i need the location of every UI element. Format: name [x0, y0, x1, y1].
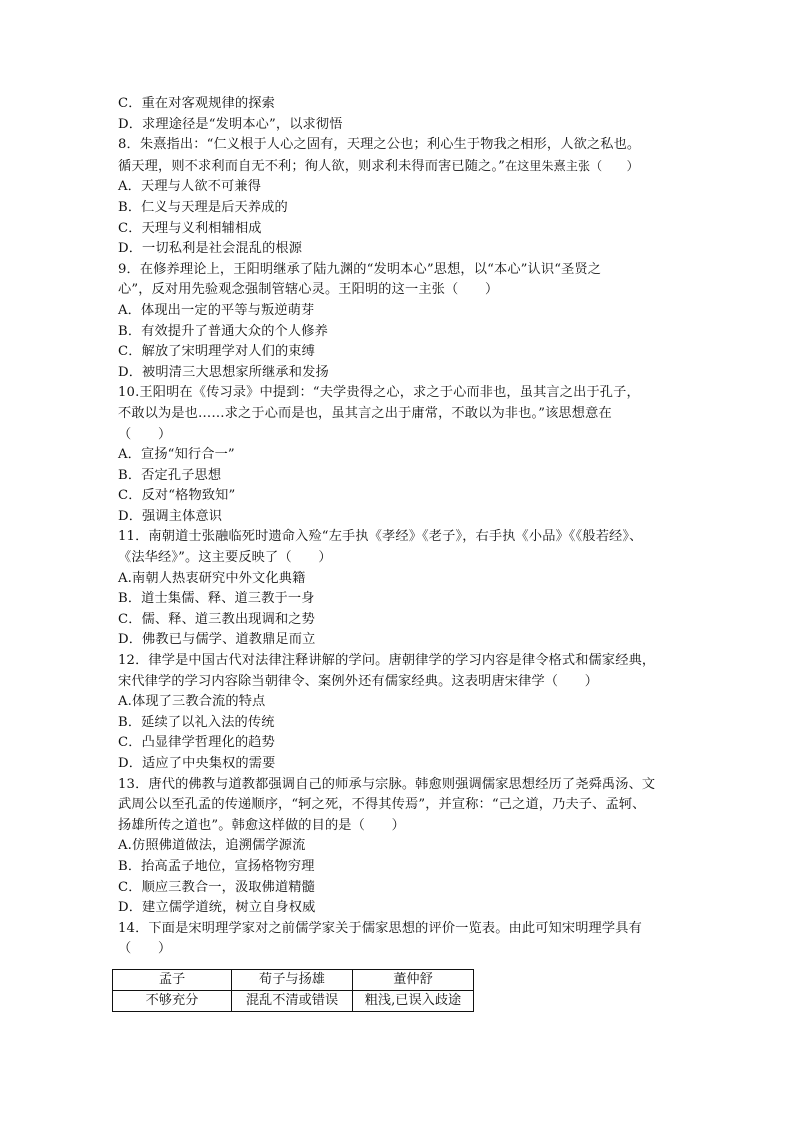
table-header-cell: 荀子与扬雄: [232, 970, 353, 991]
option-d: D．适应了中央集权的需要: [118, 756, 276, 771]
option-c: C．天理与义利相辅相成: [118, 220, 262, 236]
question-8-stem: [118, 156, 688, 178]
table-header-cell: 孟子: [113, 970, 232, 991]
option-a: A．天理与人欲不可兼得: [118, 179, 262, 195]
option-d: D．被明清三大思想家所继承和发扬: [118, 364, 329, 380]
question-12-stem: 12．律学是中国古代对法律注释讲解的学问。唐朝律学的学习内容是律令格式和儒家经典，: [118, 653, 656, 669]
option-a: A.南朝人热衷研究中外文化典籍: [118, 570, 306, 586]
option-b: B．抬高孟子地位，宣扬格物穷理: [118, 858, 315, 874]
question-10-blank: （ ）: [118, 426, 172, 442]
table-cell: 粗浅,已误入歧途: [353, 991, 474, 1012]
option-c: C．儒、释、道三教出现调和之势: [118, 611, 315, 627]
question-10-stem: 10.王阳明在《传习录》中提到：“夫学贵得之心，求之于心而非也，虽其言之出于孔子，: [118, 385, 640, 401]
option-b: B．道士集儒、释、道三教于一身: [118, 591, 315, 607]
question-13-stem: 扬雄所传之道也”。韩愈这样做的目的是（ ）: [118, 817, 405, 833]
question-12-stem: 宋代律学的学习内容除当朝律令、案例外还有儒家经典。这表明唐宋律学（ ）: [118, 673, 599, 689]
option-d: D．强调主体意识: [118, 508, 223, 524]
option-a: A.仿照佛道做法，追溯儒学源流: [118, 838, 306, 854]
option-b: B．延续了以礼入法的传统: [118, 714, 275, 730]
option-b: B．有效提升了普通大众的个人修养: [118, 323, 328, 339]
question-13-stem: 13．唐代的佛教与道教都强调自己的师承与宗脉。韩愈则强调儒家思想经历了尧舜禹汤、文: [118, 776, 656, 792]
option-d: D．一切私利是社会混乱的根源: [118, 241, 303, 257]
question-9-stem: 心”，反对用先验观念强制管辖心灵。王阳明的这一主张（ ）: [118, 282, 499, 298]
question-8-prompt: 在这里朱熹主张（ ）: [505, 158, 639, 173]
option-c: C．解放了宋明理学对人们的束缚: [118, 344, 315, 360]
option-c: C．反对“格物致知”: [118, 488, 236, 504]
question-14-stem: 14．下面是宋明理学家对之前儒学家关于儒家思想的评价一览表。由此可知宋明理学具有: [118, 920, 642, 936]
table-cell: 不够充分: [113, 991, 232, 1012]
question-11-stem: 《法华经》”。这主要反映了（ ）: [118, 550, 332, 566]
question-10-stem: 不敢以为是也……求之于心而是也，虽其言之出于庸常，不敢以为非也。”该思想意在: [118, 405, 612, 421]
option-d: D．建立儒学道统，树立自身权威: [118, 900, 316, 916]
document-body: [118, 94, 688, 960]
text-line: D．求理途径是“发明本心”，以求彻悟: [118, 116, 343, 132]
evaluation-table: [112, 969, 474, 1012]
option-a: A.体现了三教合流的特点: [118, 694, 266, 710]
question-9-stem: 9．在修养理论上，王阳明继承了陆九渊的“发明本心”思想，以“本心”认识“圣贤之: [118, 261, 602, 277]
option-d: D．佛教已与儒学、道教鼎足而立: [118, 632, 316, 648]
option-a: A．体现出一定的平等与叛逆萌芽: [118, 302, 315, 318]
question-11-stem: 11．南朝道士张融临死时遗命入殓“左手执《孝经》《老子》，右手执《小品》《《般若经》、: [118, 529, 643, 545]
question-8-stem: 8．朱熹指出：“仁义根于人心之固有，天理之公也；利心生于物我之相形，人欲之私也。: [118, 137, 641, 153]
question-13-stem: 武周公以至孔孟的传递顺序，“轲之死，不得其传焉”，并宣称：“己之道，乃夫子、孟轲、: [118, 797, 646, 813]
option-c: C．凸显律学哲理化的趋势: [118, 735, 275, 751]
option-b: B．否定孔子思想: [118, 467, 222, 483]
table-cell: 混乱不清或错误: [232, 991, 353, 1012]
question-14-blank: （ ）: [118, 941, 172, 957]
table-header-row: [113, 970, 474, 991]
text-line: C．重在对客观规律的探索: [118, 96, 275, 111]
option-a: A．宣扬“知行合一”: [118, 447, 235, 463]
option-b: B．仁义与天理是后天养成的: [118, 199, 288, 215]
table-header-cell: 董仲舒: [353, 970, 474, 991]
option-c: C．顺应三教合一，汲取佛道精髓: [118, 879, 315, 895]
table-row: [113, 991, 474, 1012]
question-8-quote: 循天理，则不求利而自无不利；徇人欲，则求利未得而害已随之。”: [118, 158, 506, 174]
